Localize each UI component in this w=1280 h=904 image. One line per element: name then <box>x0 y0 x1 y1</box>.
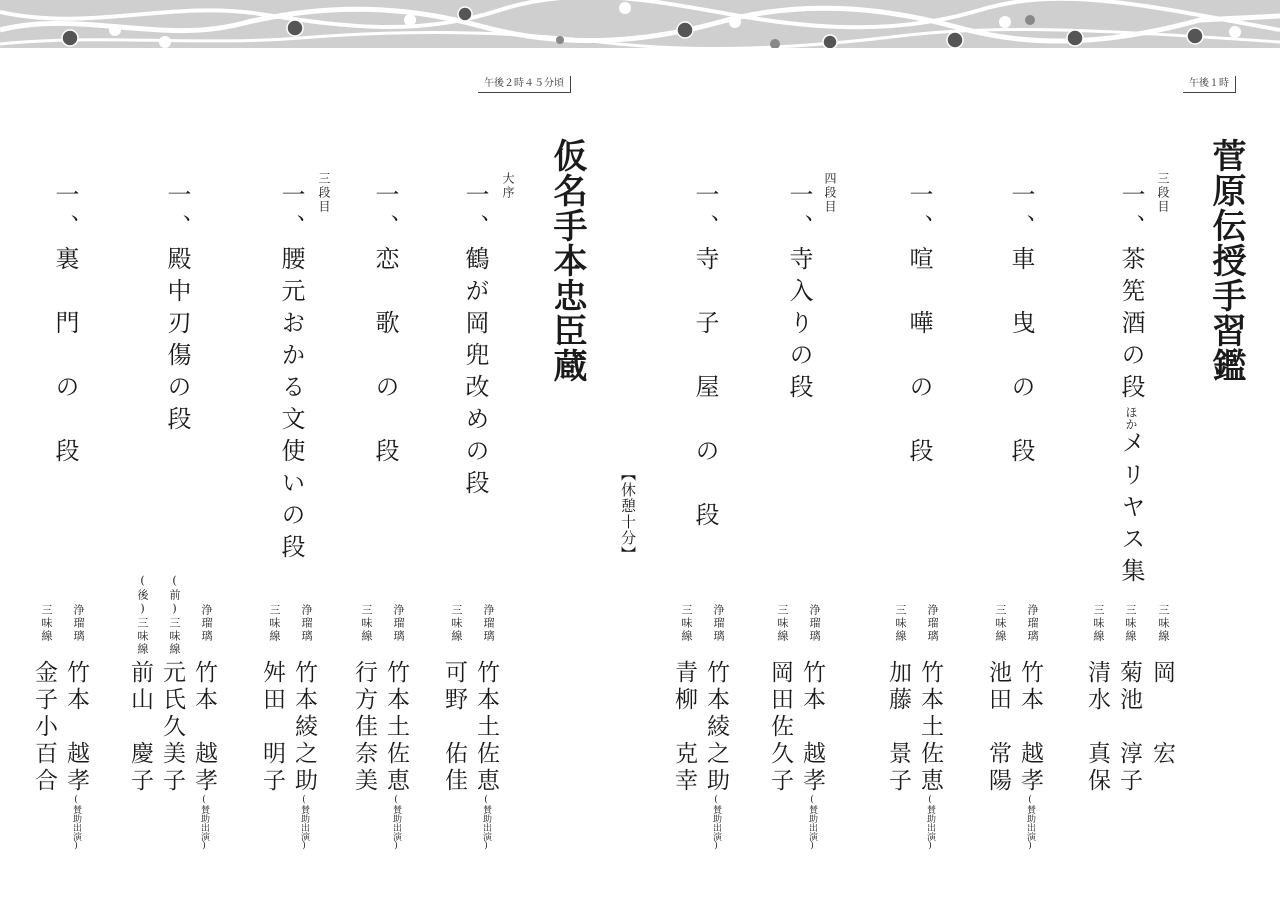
scene-item-terairi: 一、寺入りの段 <box>785 182 813 406</box>
scene-item-terakoya: 一、寺 子 屋 の 段 <box>691 182 719 534</box>
scene-item-tsurugaoka: 一、鶴が岡兜改めの段 <box>461 182 489 502</box>
role-shamisen: 三味線 <box>40 604 53 643</box>
guest-note: (賛助出演) <box>391 795 401 851</box>
role-joruri: 浄瑠璃 <box>72 604 85 643</box>
role-joruri: 浄瑠璃 <box>712 604 725 643</box>
scene-item-uramon: 一、裏 門 の 段 <box>51 182 79 470</box>
guest-note: (賛助出演) <box>925 795 935 851</box>
role-shamisen: 三味線 <box>776 604 789 643</box>
performer-name: 舛田 明子 <box>259 660 285 795</box>
scene-item-denchu-ninjo: 一、殿中刃傷の段 <box>163 182 191 438</box>
role-joruri: 浄瑠璃 <box>1026 604 1039 643</box>
performer-name: 金子小百合 <box>31 660 57 795</box>
scene-item-koika: 一、恋 歌 の 段 <box>371 182 399 470</box>
performer-name: 池田 常陽 <box>985 660 1011 795</box>
scene-item-chasenzake <box>1114 182 1149 590</box>
guest-note: (賛助出演) <box>1025 795 1035 851</box>
performer-name: 前山 慶子 <box>127 660 153 795</box>
decorative-wave-banner <box>0 0 1280 48</box>
performer-name: 加藤 景子 <box>885 660 911 795</box>
role-shamisen: 三味線 <box>994 604 1007 643</box>
performer-name: 清水 真保 <box>1084 660 1110 795</box>
role-shamisen-ato: (後)三味線 <box>136 574 149 656</box>
second-start-time-label: 午後２時４５分頃 <box>478 76 571 93</box>
performer-name: 竹本 越孝(賛助出演) <box>1017 660 1043 851</box>
role-shamisen: 三味線 <box>360 604 373 643</box>
performer-name: 元氏久美子 <box>159 660 185 795</box>
role-joruri: 浄瑠璃 <box>808 604 821 643</box>
scene-label: 一、茶筅酒の段 <box>1117 182 1145 406</box>
performer-name: 竹本土佐恵(賛助出演) <box>917 660 943 851</box>
start-time-label: 午後１時 <box>1183 76 1236 93</box>
intermission-label: 【休憩十分】 <box>619 466 637 562</box>
role-joruri: 浄瑠璃 <box>300 604 313 643</box>
performer-name: 竹本 越孝(賛助出演) <box>63 660 89 851</box>
performer-name: 竹本土佐恵(賛助出演) <box>473 660 499 851</box>
scene-note-sandanme-2: 三段目 <box>317 172 331 214</box>
scene-note-daijo: 大序 <box>501 172 515 200</box>
guest-note: (賛助出演) <box>71 795 81 851</box>
role-joruri: 浄瑠璃 <box>926 604 939 643</box>
role-joruri: 浄瑠璃 <box>482 604 495 643</box>
performer-name: 青柳 克幸 <box>671 660 697 795</box>
scene-note-sandanme: 三段目 <box>1156 172 1170 214</box>
role-shamisen: 三味線 <box>1124 604 1137 643</box>
performer-name: 竹本 越孝(賛助出演) <box>799 660 825 851</box>
role-shamisen: 三味線 <box>894 604 907 643</box>
performer-name: 岡田佐久子 <box>767 660 793 795</box>
performer-name: 竹本綾之助(賛助出演) <box>291 660 317 851</box>
scene-item-koshimoto-okaru: 一、腰元おかる文使いの段 <box>277 182 305 566</box>
scene-item-kurumabiki: 一、車 曳 の 段 <box>1007 182 1035 470</box>
performer-name: 竹本 越孝(賛助出演) <box>191 660 217 851</box>
program-title-sugawara: 菅原伝授手習鑑 <box>1206 138 1246 383</box>
role-shamisen: 三味線 <box>450 604 463 643</box>
performer-name: 可野 佑佳 <box>441 660 467 795</box>
scene-suffix-small: ほか <box>1124 406 1138 430</box>
guest-note: (賛助出演) <box>711 795 721 851</box>
scene-suffix: メリヤス集 <box>1117 430 1145 590</box>
program-title-kanadehon: 仮名手本忠臣蔵 <box>547 138 587 383</box>
role-shamisen: 三味線 <box>680 604 693 643</box>
scene-note-yodanme: 四段目 <box>823 172 837 214</box>
performer-name: 竹本綾之助(賛助出演) <box>703 660 729 851</box>
scene-item-kenka: 一、喧 嘩 の 段 <box>905 182 933 470</box>
role-shamisen: 三味線 <box>268 604 281 643</box>
role-joruri: 浄瑠璃 <box>200 604 213 643</box>
guest-note: (賛助出演) <box>481 795 491 851</box>
role-prefix-mae: (前) <box>168 574 181 617</box>
guest-note: (賛助出演) <box>199 795 209 851</box>
role-shamisen: 三味線 <box>1157 604 1170 643</box>
guest-note: (賛助出演) <box>299 795 309 851</box>
role-shamisen-mae: (前)三味線 <box>168 574 181 656</box>
wave-pattern <box>0 0 1280 48</box>
guest-note: (賛助出演) <box>807 795 817 851</box>
role-joruri: 浄瑠璃 <box>392 604 405 643</box>
role-shamisen: 三味線 <box>1092 604 1105 643</box>
performer-name: 岡 宏 <box>1149 660 1175 768</box>
role-prefix-ato: (後) <box>136 574 149 617</box>
performer-name: 菊池 淳子 <box>1116 660 1142 795</box>
performer-name: 竹本土佐恵(賛助出演) <box>383 660 409 851</box>
performer-name: 行方佳奈美 <box>351 660 377 795</box>
